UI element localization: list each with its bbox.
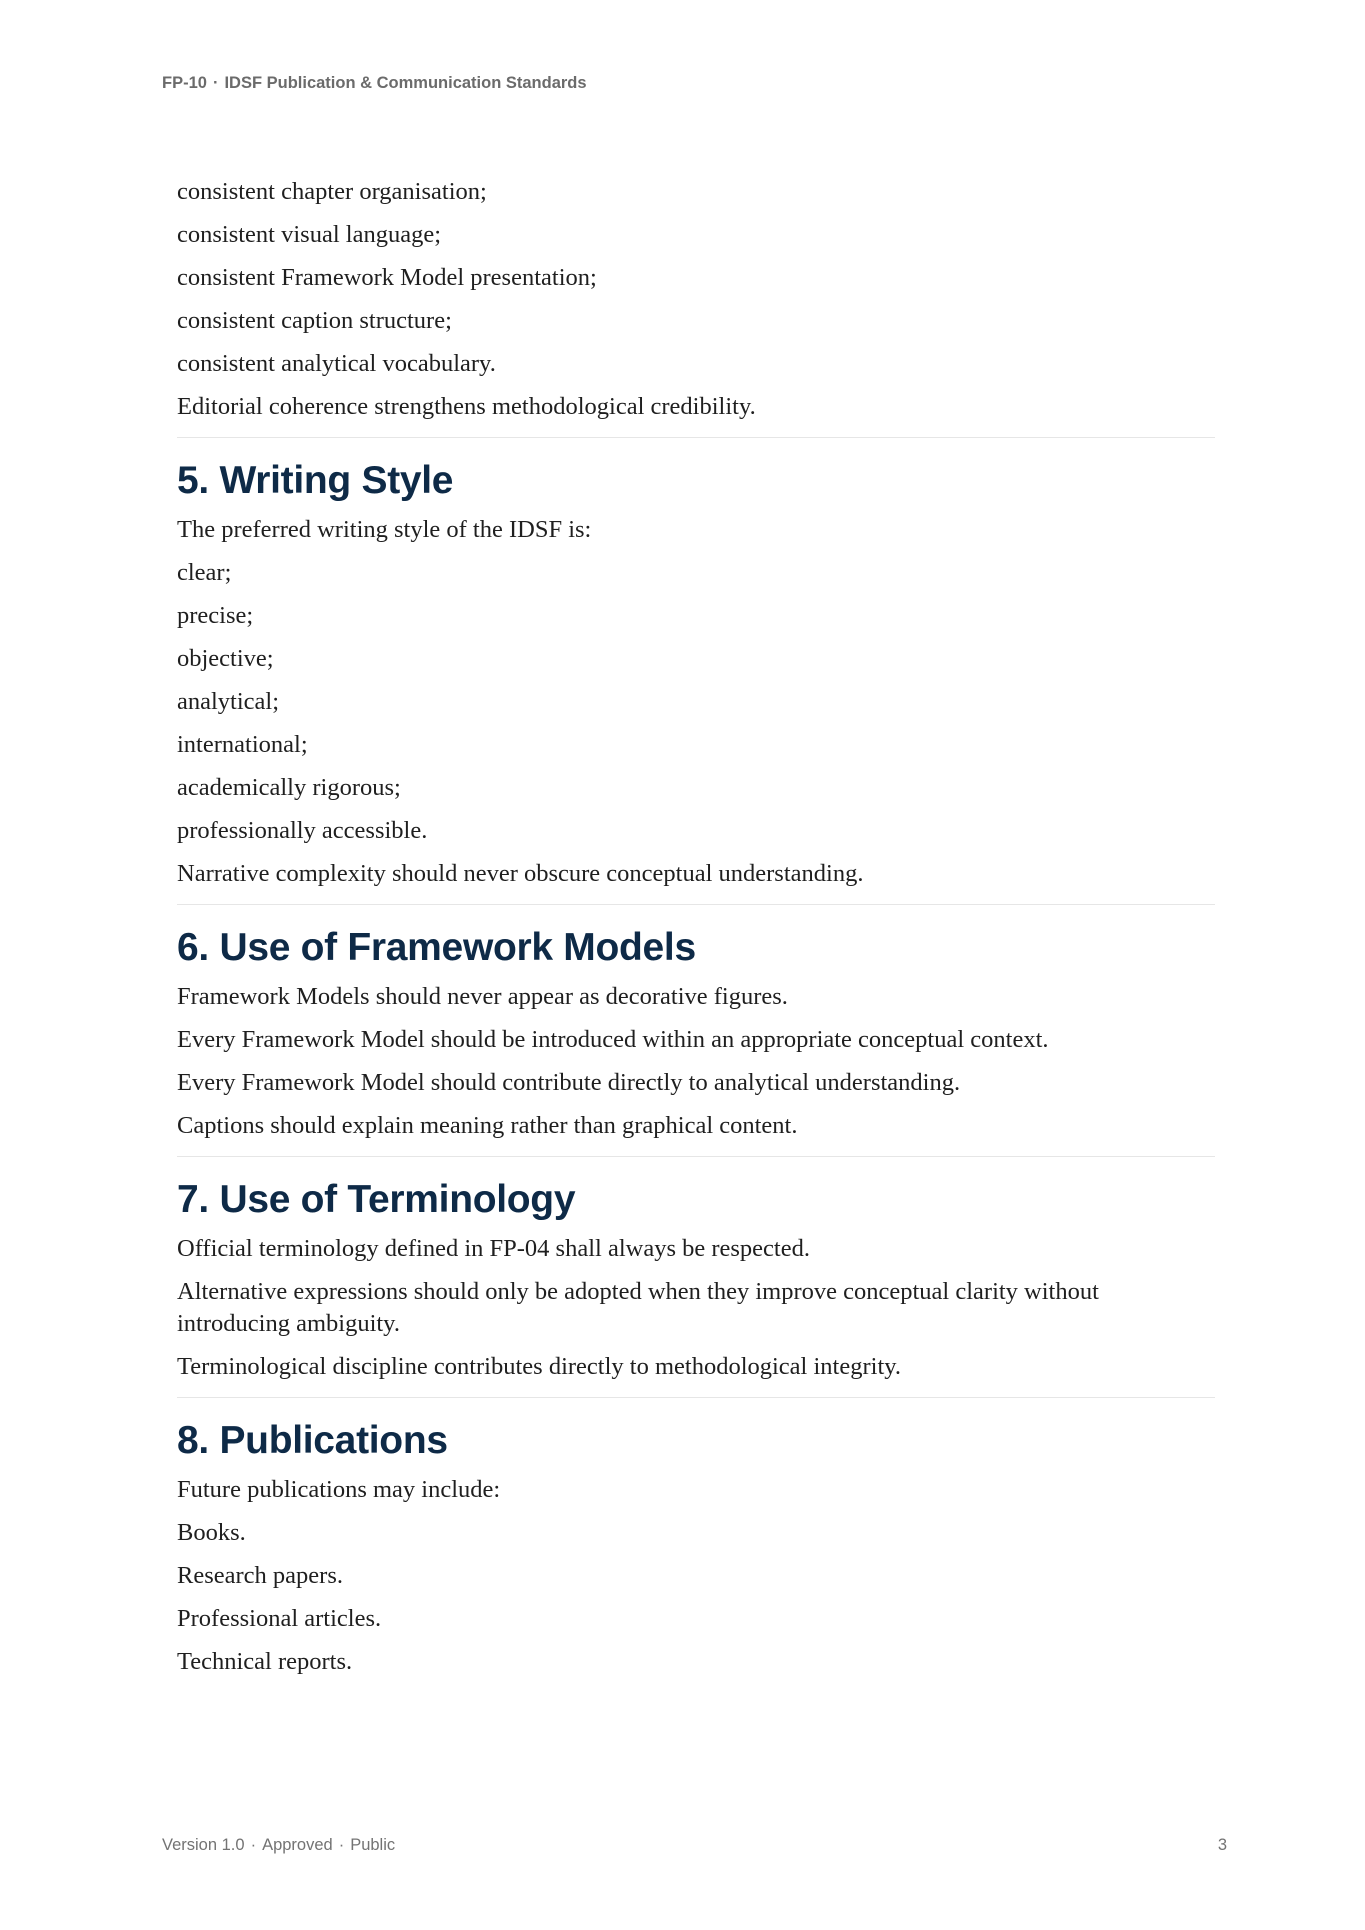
section-divider [177,1156,1215,1157]
section-line: Framework Models should never appear as decorative figures. [177,983,788,1010]
section-divider [177,1397,1215,1398]
section-line: The preferred writing style of the IDSF is: [177,516,592,543]
section-publications [177,1418,1215,1678]
section-framework-models [177,925,1215,1142]
section-line: Future publications may include: [177,1476,501,1503]
footer-separator: · [250,1836,257,1854]
section-line: Captions should explain meaning rather than graphical content. [177,1112,798,1139]
intro-line: consistent Framework Model presentation; [177,264,597,291]
section-terminology [177,1177,1215,1383]
section-line: precise; [177,602,254,629]
section-heading: 8. Publications [177,1419,448,1462]
section-line: objective; [177,645,274,672]
section-line: clear; [177,559,232,586]
section-line: Terminological discipline contributes directly to methodological integrity. [177,1353,902,1380]
intro-line: Editorial coherence strengthens methodological credibility. [177,393,756,420]
page-number: 3 [1217,1836,1227,1854]
section-line: Research papers. [177,1562,343,1589]
section-line: professionally accessible. [177,817,428,844]
intro-line: consistent visual language; [177,221,441,248]
footer-visibility: Public [350,1836,396,1854]
section-line: academically rigorous; [177,774,401,801]
section-line: Books. [177,1519,246,1546]
footer-status: Approved [262,1836,333,1854]
footer-separator: · [338,1836,345,1854]
section-line: Official terminology defined in FP-04 shall always be respected. [177,1235,810,1262]
section-line: Alternative expressions should only be adopted when they improve conceptual clarity without introducing ambiguity. [177,1278,1099,1337]
running-header [162,74,587,93]
section-line: Narrative complexity should never obscure conceptual understanding. [177,860,864,887]
doc-code: FP-10 [162,74,207,92]
intro-line: consistent analytical vocabulary. [177,350,496,377]
section-line: Every Framework Model should be introduced within an appropriate conceptual context. [177,1026,1049,1053]
intro-line: consistent chapter organisation; [177,178,487,205]
doc-title: IDSF Publication & Communication Standards [224,74,587,92]
section-heading: 6. Use of Framework Models [177,926,696,969]
intro-block [177,176,1215,423]
section-line: analytical; [177,688,280,715]
section-divider [177,437,1215,438]
document-body [177,176,1215,1689]
section-line: Every Framework Model should contribute directly to analytical understanding. [177,1069,961,1096]
section-heading: 5. Writing Style [177,459,454,502]
section-writing-style [177,458,1215,890]
section-line: Technical reports. [177,1648,353,1675]
intro-line: consistent caption structure; [177,307,452,334]
section-heading: 7. Use of Terminology [177,1178,576,1221]
section-divider [177,904,1215,905]
footer-meta [162,1836,395,1855]
section-line: Professional articles. [177,1605,382,1632]
header-separator: · [212,74,219,92]
footer-version: Version 1.0 [162,1836,245,1854]
section-line: international; [177,731,308,758]
